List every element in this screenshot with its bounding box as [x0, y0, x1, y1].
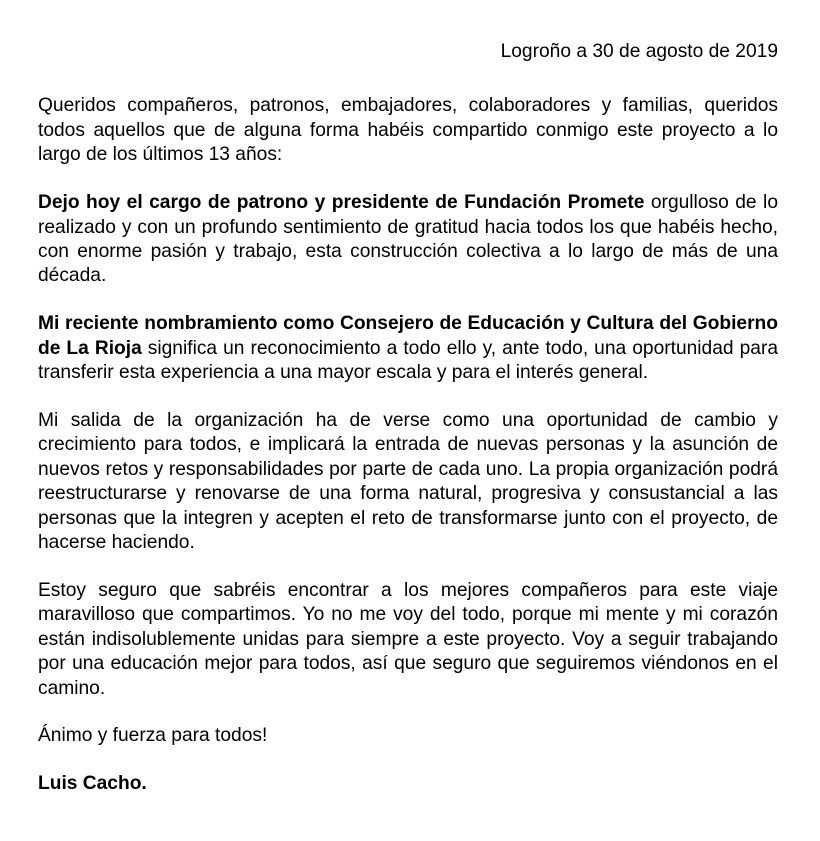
resignation-highlight: Dejo hoy el cargo de patrono y presidente de Fundación Promete	[38, 192, 645, 214]
closing-line: Ánimo y fuerza para todos!	[38, 725, 268, 747]
resignation-text: orgulloso de lo realizado y con un profundo sentimiento de gratitud hacia todos los que habéis hecho, con enorme pasión y trabajo, esta construcción colectiva a lo largo de más de una década.	[38, 192, 778, 287]
appointment-text: significa un reconocimiento a todo ello y, ante todo, una oportunidad para transferir esta experiencia a una mayor escala y para el interés general.	[38, 337, 779, 384]
resignation-paragraph	[38, 191, 778, 289]
signature: Luis Cacho.	[38, 773, 147, 795]
appointment-highlight: Mi reciente nombramiento como Consejero de Educación y Cultura del Gobierno de La Rioja	[38, 313, 778, 359]
departure-paragraph: Mi salida de la organización ha de verse como una oportunidad de cambio y crecimiento para todos, e implicará la entrada de nuevas personas y la asunción de nuevos retos y responsabilidades por parte de cada uno. La propia organización podrá reestructurarse y renovarse de una forma natural, progresiva y consustancial a las personas que la integren y acepten el reto de transformarse junto con el proyecto, de hacerse haciendo.	[38, 409, 778, 553]
letter-date: Logroño a 30 de agosto de 2019	[500, 41, 778, 62]
greeting-paragraph: Queridos compañeros, patronos, embajadores, colaboradores y familias, queridos todos aquellos que de alguna forma habéis compartido conmigo este proyecto a lo largo de los últimos 13 años:	[38, 95, 778, 166]
appointment-paragraph	[38, 312, 778, 385]
letter	[38, 40, 778, 797]
farewell-paragraph: Estoy seguro que sabréis encontrar a los mejores compañeros para este viaje maravilloso que compartimos. Yo no me voy del todo, porque mi mente y mi corazón están indisolublemente unidas para siempre a este proyecto. Voy a seguir trabajando por una educación mejor para todos, así que seguro que seguiremos viéndonos en el camino.	[38, 579, 778, 699]
